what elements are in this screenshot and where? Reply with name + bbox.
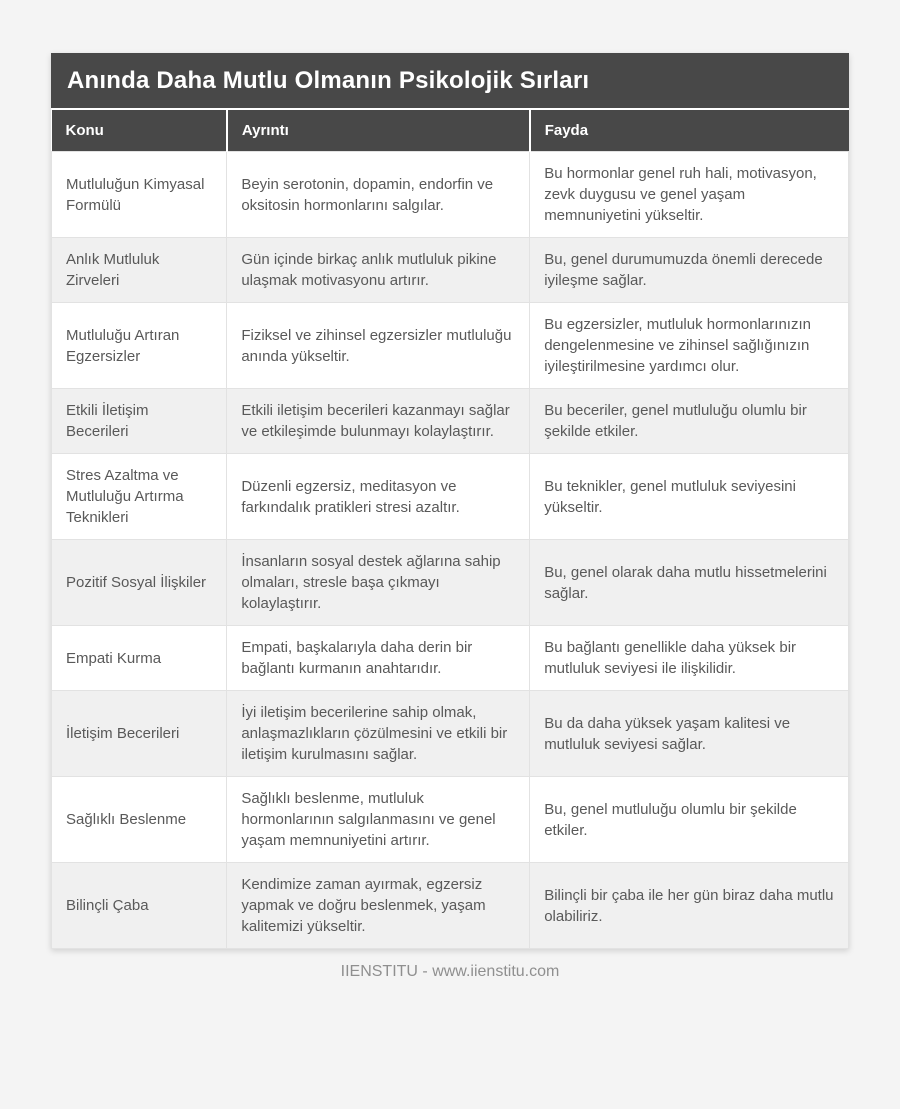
cell-fayda: Bu beceriler, genel mutluluğu olumlu bir şekilde etkiler. [530,389,849,454]
cell-fayda: Bu teknikler, genel mutluluk seviyesini yükseltir. [530,454,849,540]
cell-fayda: Bu egzersizler, mutluluk hormonlarınızın dengelenmesine ve zihinsel sağlığınızın iyileştirilmesine yardımcı olur. [530,303,849,389]
table-row [52,389,849,454]
cell-fayda: Bu, genel olarak daha mutlu hissetmelerini sağlar. [530,540,849,626]
table-row [52,454,849,540]
column-header-konu: Konu [52,110,227,152]
cell-ayrinti: Etkili iletişim becerileri kazanmayı sağlar ve etkileşimde bulunmayı kolaylaştırır. [227,389,530,454]
table-row [52,626,849,691]
cell-ayrinti: Empati, başkalarıyla daha derin bir bağlantı kurmanın anahtarıdır. [227,626,530,691]
cell-fayda: Bu hormonlar genel ruh hali, motivasyon, zevk duygusu ve genel yaşam memnuniyetini yükseltir. [530,152,849,238]
cell-konu: Anlık Mutluluk Zirveleri [52,238,227,303]
cell-ayrinti: Gün içinde birkaç anlık mutluluk pikine ulaşmak motivasyonu artırır. [227,238,530,303]
cell-konu: Empati Kurma [52,626,227,691]
page [0,53,900,1109]
footer [0,963,900,981]
cell-konu: Sağlıklı Beslenme [52,777,227,863]
cell-konu: İletişim Becerileri [52,691,227,777]
table-body [52,152,849,949]
cell-konu: Mutluluğun Kimyasal Formülü [52,152,227,238]
cell-ayrinti: İyi iletişim becerilerine sahip olmak, anlaşmazlıkların çözülmesini ve etkili bir iletişim kurulmasını sağlar. [227,691,530,777]
table-row [52,540,849,626]
cell-ayrinti: Kendimize zaman ayırmak, egzersiz yapmak ve doğru beslenmek, yaşam kalitemizi yükseltir. [227,863,530,949]
table-row [52,238,849,303]
cell-konu: Mutluluğu Artıran Egzersizler [52,303,227,389]
footer-text: IIENSTITU - www.iienstitu.com [340,963,560,980]
cell-ayrinti: Fiziksel ve zihinsel egzersizler mutluluğu anında yükseltir. [227,303,530,389]
table-header-row [52,110,849,152]
table-row [52,691,849,777]
cell-fayda: Bu, genel durumumuzda önemli derecede iyileşme sağlar. [530,238,849,303]
table-row [52,777,849,863]
cell-konu: Pozitif Sosyal İlişkiler [52,540,227,626]
column-header-fayda: Fayda [530,110,849,152]
cell-fayda: Bu, genel mutluluğu olumlu bir şekilde etkiler. [530,777,849,863]
cell-ayrinti: Düzenli egzersiz, meditasyon ve farkındalık pratikleri stresi azaltır. [227,454,530,540]
table-card [51,53,849,949]
cell-konu: Stres Azaltma ve Mutluluğu Artırma Teknikleri [52,454,227,540]
cell-ayrinti: Beyin serotonin, dopamin, endorfin ve oksitosin hormonlarını salgılar. [227,152,530,238]
table-row [52,303,849,389]
cell-ayrinti: Sağlıklı beslenme, mutluluk hormonlarının salgılanmasını ve genel yaşam memnuniyetini artırır. [227,777,530,863]
cell-fayda: Bu bağlantı genellikle daha yüksek bir mutluluk seviyesi ile ilişkilidir. [530,626,849,691]
cell-fayda: Bu da daha yüksek yaşam kalitesi ve mutluluk seviyesi sağlar. [530,691,849,777]
cell-fayda: Bilinçli bir çaba ile her gün biraz daha mutlu olabiliriz. [530,863,849,949]
cell-ayrinti: İnsanların sosyal destek ağlarına sahip olmaları, stresle başa çıkmayı kolaylaştırır. [227,540,530,626]
cell-konu: Bilinçli Çaba [52,863,227,949]
table-row [52,152,849,238]
data-table [51,110,849,949]
table-row [52,863,849,949]
table-header [52,110,849,152]
page-title: Anında Daha Mutlu Olmanın Psikolojik Sırları [51,53,849,108]
cell-konu: Etkili İletişim Becerileri [52,389,227,454]
column-header-ayrinti: Ayrıntı [227,110,530,152]
